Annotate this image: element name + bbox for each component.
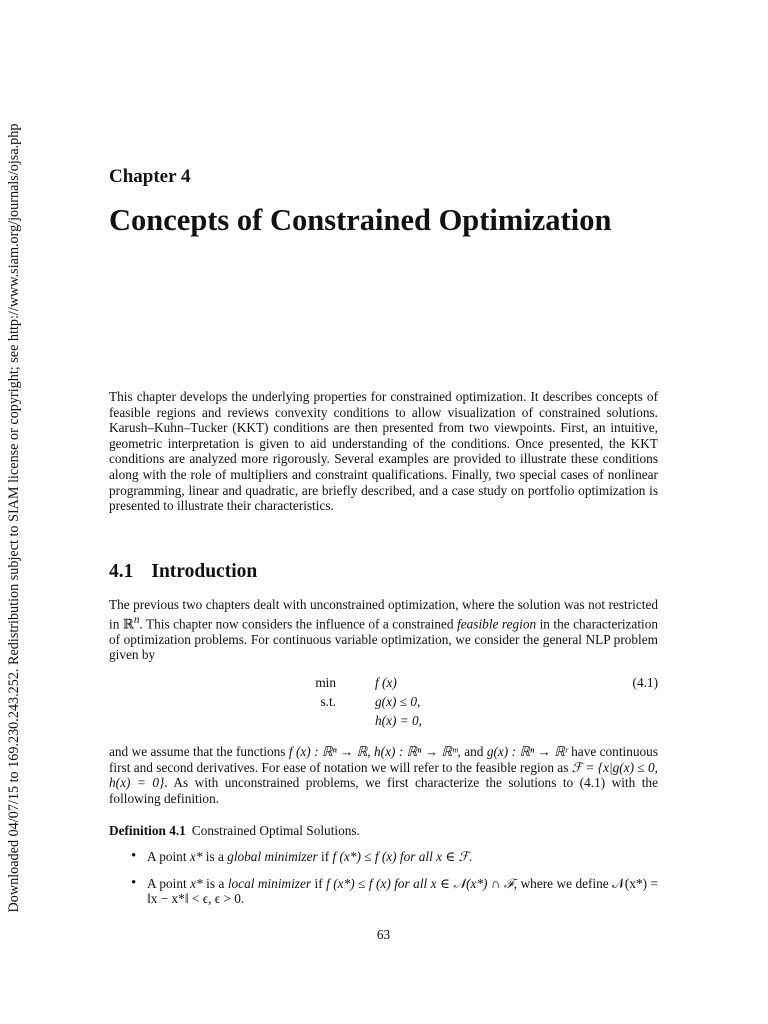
- separator: , and: [457, 744, 487, 759]
- equation-row: [109, 692, 658, 711]
- h-mapping: h(x) : ℝⁿ → ℝᵐ: [374, 744, 458, 759]
- feasible-set-definition: ℱ = {x|g(x) ≤ 0, h(x) = 0}: [109, 759, 658, 791]
- assumption-text-2: have continuous first and second derivatives. For ease of notation we will refer to the feasible region as: [109, 744, 658, 775]
- definition-list: [109, 849, 658, 918]
- real-space-exponent: n: [133, 613, 140, 626]
- page-number: 63: [376, 927, 391, 942]
- f-mapping: f (x) : ℝⁿ → ℝ: [288, 744, 368, 759]
- equation-row: [109, 673, 658, 692]
- section-title: Introduction: [151, 561, 258, 582]
- definition-heading: [109, 823, 658, 839]
- bullet-text: A point: [147, 875, 191, 891]
- nlp-problem-equation: [109, 673, 658, 730]
- bullet-text: .: [468, 849, 473, 864]
- equation-expression: g(x) ≤ 0,: [375, 694, 421, 709]
- bullet-text: is a: [202, 849, 228, 864]
- equation-number: (4.1): [632, 675, 658, 690]
- assumption-text-3: . As with unconstrained problems, we first characterize the solutions to (4.1) with the following definition.: [109, 775, 658, 806]
- definition-title: Constrained Optimal Solutions.: [191, 823, 360, 838]
- list-item: [109, 849, 658, 865]
- equation-expression: h(x) = 0,: [375, 713, 423, 728]
- definition-label: Definition 4.1: [109, 823, 186, 838]
- bullet-text: if: [311, 875, 327, 891]
- equation-row: [109, 711, 658, 730]
- bullet-text: , where we define 𝒩(x*) = ‖x − x*‖ < ϵ, ϵ > 0.: [147, 875, 658, 907]
- bullet-condition: f (x*) ≤ f (x) for all x ∈ ℱ: [332, 849, 469, 864]
- feasible-region-term: feasible region: [457, 616, 537, 632]
- chapter-title: Concepts of Constrained Optimization: [109, 203, 612, 237]
- equation-key: s.t.: [320, 694, 336, 709]
- download-notice: [5, 0, 23, 1024]
- intro-text-3: in the characterization of optimization problems. For continuous variable optimization, we consider the general NLP problem given by: [109, 616, 659, 663]
- equation-key: min: [315, 675, 336, 690]
- bullet-text: A point: [147, 849, 190, 864]
- bullet-variable: x*: [190, 875, 203, 891]
- bullet-text: if: [317, 849, 333, 864]
- download-notice-text: Downloaded 04/07/15 to 169.230.243.252. Redistribution subject to SIAM license or copyright; see http://www.siam.org/journals/ojsa.php: [6, 123, 22, 913]
- intro-text-2: . This chapter now considers the influence of a constrained: [139, 616, 458, 632]
- global-minimizer-term: global minimizer: [227, 849, 318, 864]
- intro-text-1: The previous two chapters dealt with unconstrained optimization, where the solution was not restricted in: [109, 597, 658, 632]
- real-space-symbol: ℝ: [122, 616, 134, 632]
- chapter-abstract: This chapter develops the underlying properties for constrained optimization. It describes concepts of feasible regions and reviews convexity conditions to allow visualization of constrained solutions. Karush–Kuhn–Tucker (KKT) conditions are then presented from two viewpoints. First, an intuitive, geometric interpretation is given to aid understanding of the conditions. Once presented, the KKT conditions are analyzed more rigorously. Several examples are provided to illustrate these conditions along with the role of multipliers and constraint qualifications. Finally, two special cases of nonlinear programming, linear and quadratic, are briefly described, and a case study on portfolio optimization is presented to illustrate their characteristics.: [109, 389, 658, 514]
- assumption-paragraph: [109, 744, 658, 806]
- separator: ,: [367, 744, 375, 759]
- chapter-label: Chapter 4: [109, 166, 191, 187]
- section-heading: [109, 561, 257, 583]
- bullet-variable: x*: [189, 849, 203, 864]
- bullet-text: is a: [202, 875, 228, 891]
- section-number: 4.1: [109, 561, 134, 582]
- bullet-condition: f (x*) ≤ f (x) for all x ∈ 𝒩(x*) ∩ ℱ: [326, 875, 514, 891]
- equation-expression: f (x): [375, 675, 397, 690]
- assumption-text-1: and we assume that the functions: [109, 744, 289, 759]
- g-mapping: g(x) : ℝⁿ → ℝʳ: [486, 744, 568, 759]
- list-item: [109, 876, 658, 907]
- intro-paragraph: [109, 597, 658, 663]
- local-minimizer-term: local minimizer: [227, 875, 312, 891]
